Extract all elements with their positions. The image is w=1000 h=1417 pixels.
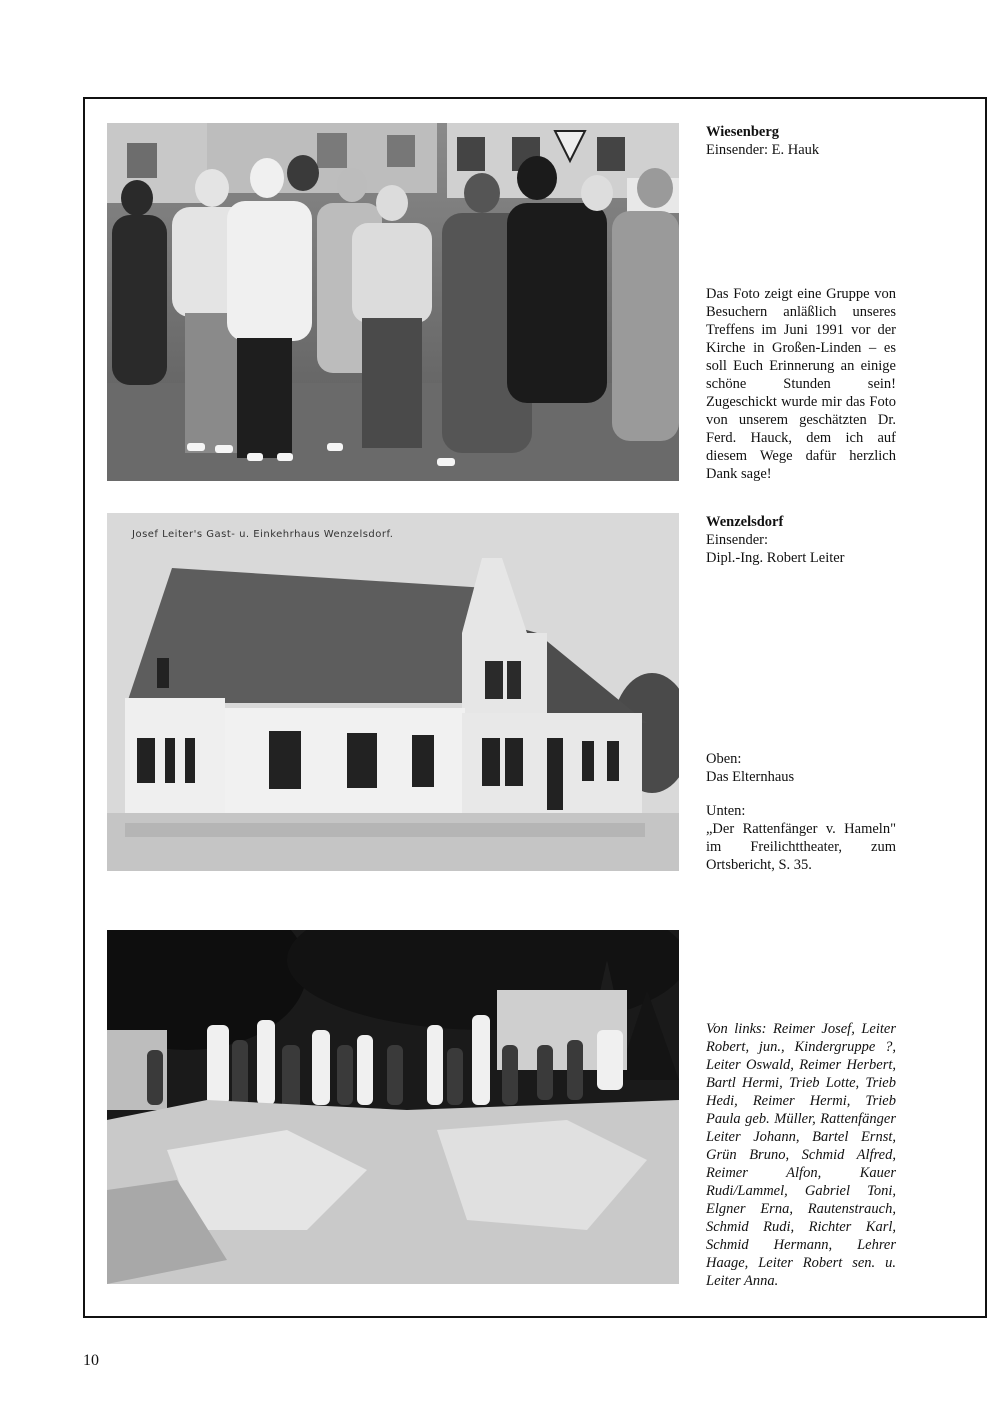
wiesenberg-description: Das Foto zeigt eine Gruppe von Besuchern anläßlich unseres Treffens im Juni 1991 vor der Kirche in Großen-Linden – es soll Euch Erinnerung an einige schöne Stunden sein! Zugeschickt wurde mir das Foto von unserem geschätzten Dr. Ferd. Hauck, dem ich auf diesem Wege dafür herzlich Dank sage! [706,286,896,482]
section-wiesenberg-header [706,123,896,159]
house-postcard-icon [107,513,679,871]
group-photo-icon [107,123,679,481]
postcard-text: Josef Leiter's Gast- u. Einkehrhaus Wenzelsdorf. [132,529,394,540]
bottom-text: „Der Rattenfänger v. Hameln" im Freilichttheater, zum Ortsbericht, S. 35. [706,821,896,873]
bottom-label: Unten: [706,803,746,819]
page-number: 10 [83,1352,99,1369]
sender-wiesenberg: Einsender: E. Hauk [706,142,820,158]
theater-photo-icon [107,930,679,1284]
section-title-wenzelsdorf: Wenzelsdorf [706,514,784,530]
house-postcard [107,513,679,871]
sender-name-wenzelsdorf: Dipl.-Ing. Robert Leiter [706,550,845,566]
top-text: Das Elternhaus [706,769,795,785]
section-wenzelsdorf-header [706,513,896,567]
group-photo [107,123,679,481]
top-label: Oben: [706,751,742,767]
theater-caption: Von links: Reimer Josef, Leiter Robert, jun., Kindergruppe ?, Leiter Oswald, Reimer Herbert, Bartl Hermi, Trieb Lotte, Trieb Hedi, Reimer Hermi, Trieb Paula geb. Müller, Rattenfänger Leiter Johann, Bartel Ernst, Grün Bruno, Schmid Alfred, Reimer Alfon, Kauer Rudi/Lammel, Gabriel Toni, Elgner Erna, Rautenstrauch, Schmid Rudi, Richter Karl, Schmid Hermann, Lehrer Haage, Leiter Robert sen. u. Leiter Anna. [706,1021,896,1289]
section-title-wiesenberg: Wiesenberg [706,124,780,140]
photo-descriptions [706,750,896,874]
sender-label-wenzelsdorf: Einsender: [706,532,769,548]
theater-photo [107,930,679,1284]
